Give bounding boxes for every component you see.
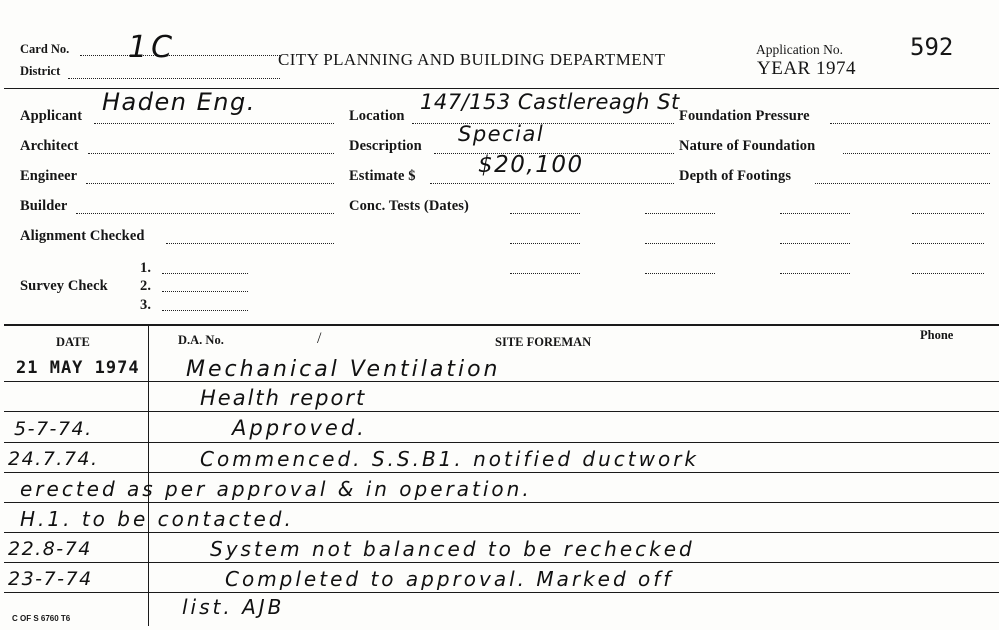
conc-tests-label: Conc. Tests (Dates) xyxy=(349,198,469,214)
log-date-1: 21 MAY 1974 xyxy=(16,358,140,378)
survey-number-2: 2. xyxy=(140,278,152,294)
conc-line-2a xyxy=(510,243,580,244)
builder-line xyxy=(76,213,334,214)
log-rule-7 xyxy=(4,562,999,563)
conc-line-1d xyxy=(912,213,984,214)
log-note-5: erected as per approval & in operation. xyxy=(20,477,532,501)
log-rule-1 xyxy=(4,381,999,382)
log-rule-8 xyxy=(4,592,999,593)
nature-of-foundation-label: Nature of Foundation xyxy=(679,138,816,154)
conc-line-1a xyxy=(510,213,580,214)
conc-line-3b xyxy=(645,273,715,274)
survey-line-3 xyxy=(162,310,248,311)
application-no-label: Application No. xyxy=(756,42,843,57)
conc-line-1b xyxy=(645,213,715,214)
conc-line-3d xyxy=(912,273,984,274)
card-no-label: Card No. xyxy=(20,42,70,56)
survey-number-1: 1. xyxy=(140,260,152,276)
log-rule-3 xyxy=(4,442,999,443)
log-note-3: Approved. xyxy=(232,416,367,440)
conc-line-3c xyxy=(780,273,850,274)
card-no-line xyxy=(80,55,280,56)
depth-of-footings-label: Depth of Footings xyxy=(679,168,792,184)
phone-header: Phone xyxy=(920,328,954,342)
log-date-4: 24.7.74. xyxy=(8,448,99,470)
conc-line-2b xyxy=(645,243,715,244)
architect-line xyxy=(88,153,334,154)
depth-of-footings-line xyxy=(815,183,990,184)
conc-line-3a xyxy=(510,273,580,274)
card-no-value: 1C xyxy=(128,30,177,65)
log-date-8: 23-7-74 xyxy=(8,568,93,590)
year-label: YEAR 1974 xyxy=(757,58,856,79)
survey-line-1 xyxy=(162,273,248,274)
description-label: Description xyxy=(349,138,422,154)
foundation-pressure-line xyxy=(830,123,990,124)
applicant-value: Haden Eng. xyxy=(102,88,256,116)
log-note-9: list. AJB xyxy=(182,595,285,619)
log-note-2: Health report xyxy=(200,386,367,410)
log-rule-5 xyxy=(4,502,999,503)
application-no-value: 592 xyxy=(910,33,954,61)
department-title: CITY PLANNING AND BUILDING DEPARTMENT xyxy=(278,50,666,69)
log-note-6: H.1. to be contacted. xyxy=(20,507,294,531)
date-header: DATE xyxy=(56,335,90,349)
alignment-checked-line xyxy=(166,243,334,244)
log-rule-2 xyxy=(4,411,999,412)
log-rule-6 xyxy=(4,532,999,533)
table-top-border xyxy=(4,324,999,326)
engineer-label: Engineer xyxy=(20,168,78,184)
log-date-7: 22.8-74 xyxy=(8,538,92,560)
district-label: District xyxy=(20,64,61,78)
survey-number-3: 3. xyxy=(140,297,152,313)
conc-line-2d xyxy=(912,243,984,244)
estimate-line xyxy=(430,183,674,184)
log-note-7: System not balanced to be rechecked xyxy=(210,537,695,561)
applicant-label: Applicant xyxy=(20,108,83,124)
log-note-8: Completed to approval. Marked off xyxy=(225,567,674,591)
location-value: 147/153 Castlereagh St xyxy=(420,90,680,114)
log-note-4: Commenced. S.S.B1. notified ductwork xyxy=(200,447,699,471)
form-code: C OF S 6760 T6 xyxy=(12,614,71,623)
description-value: Special xyxy=(458,122,545,146)
site-foreman-header: SITE FOREMAN xyxy=(495,335,592,349)
alignment-checked-label: Alignment Checked xyxy=(20,228,145,244)
district-line xyxy=(68,78,280,79)
log-note-1: Mechanical Ventilation xyxy=(186,357,501,382)
survey-line-2 xyxy=(162,291,248,292)
engineer-line xyxy=(86,183,334,184)
survey-check-label: Survey Check xyxy=(20,278,108,294)
applicant-line xyxy=(94,123,334,124)
date-column-divider xyxy=(148,324,149,626)
conc-line-1c xyxy=(780,213,850,214)
da-no-header: D.A. No. xyxy=(178,333,224,347)
architect-label: Architect xyxy=(20,138,79,154)
foundation-pressure-label: Foundation Pressure xyxy=(679,108,810,124)
conc-line-2c xyxy=(780,243,850,244)
nature-of-foundation-line xyxy=(843,153,990,154)
log-rule-4 xyxy=(4,472,999,473)
builder-label: Builder xyxy=(20,198,68,214)
log-date-3: 5-7-74. xyxy=(14,418,93,440)
da-no-slash-mark: / xyxy=(317,330,322,347)
estimate-label: Estimate $ xyxy=(349,168,416,184)
location-label: Location xyxy=(349,108,405,124)
estimate-value: $20,100 xyxy=(478,152,584,178)
